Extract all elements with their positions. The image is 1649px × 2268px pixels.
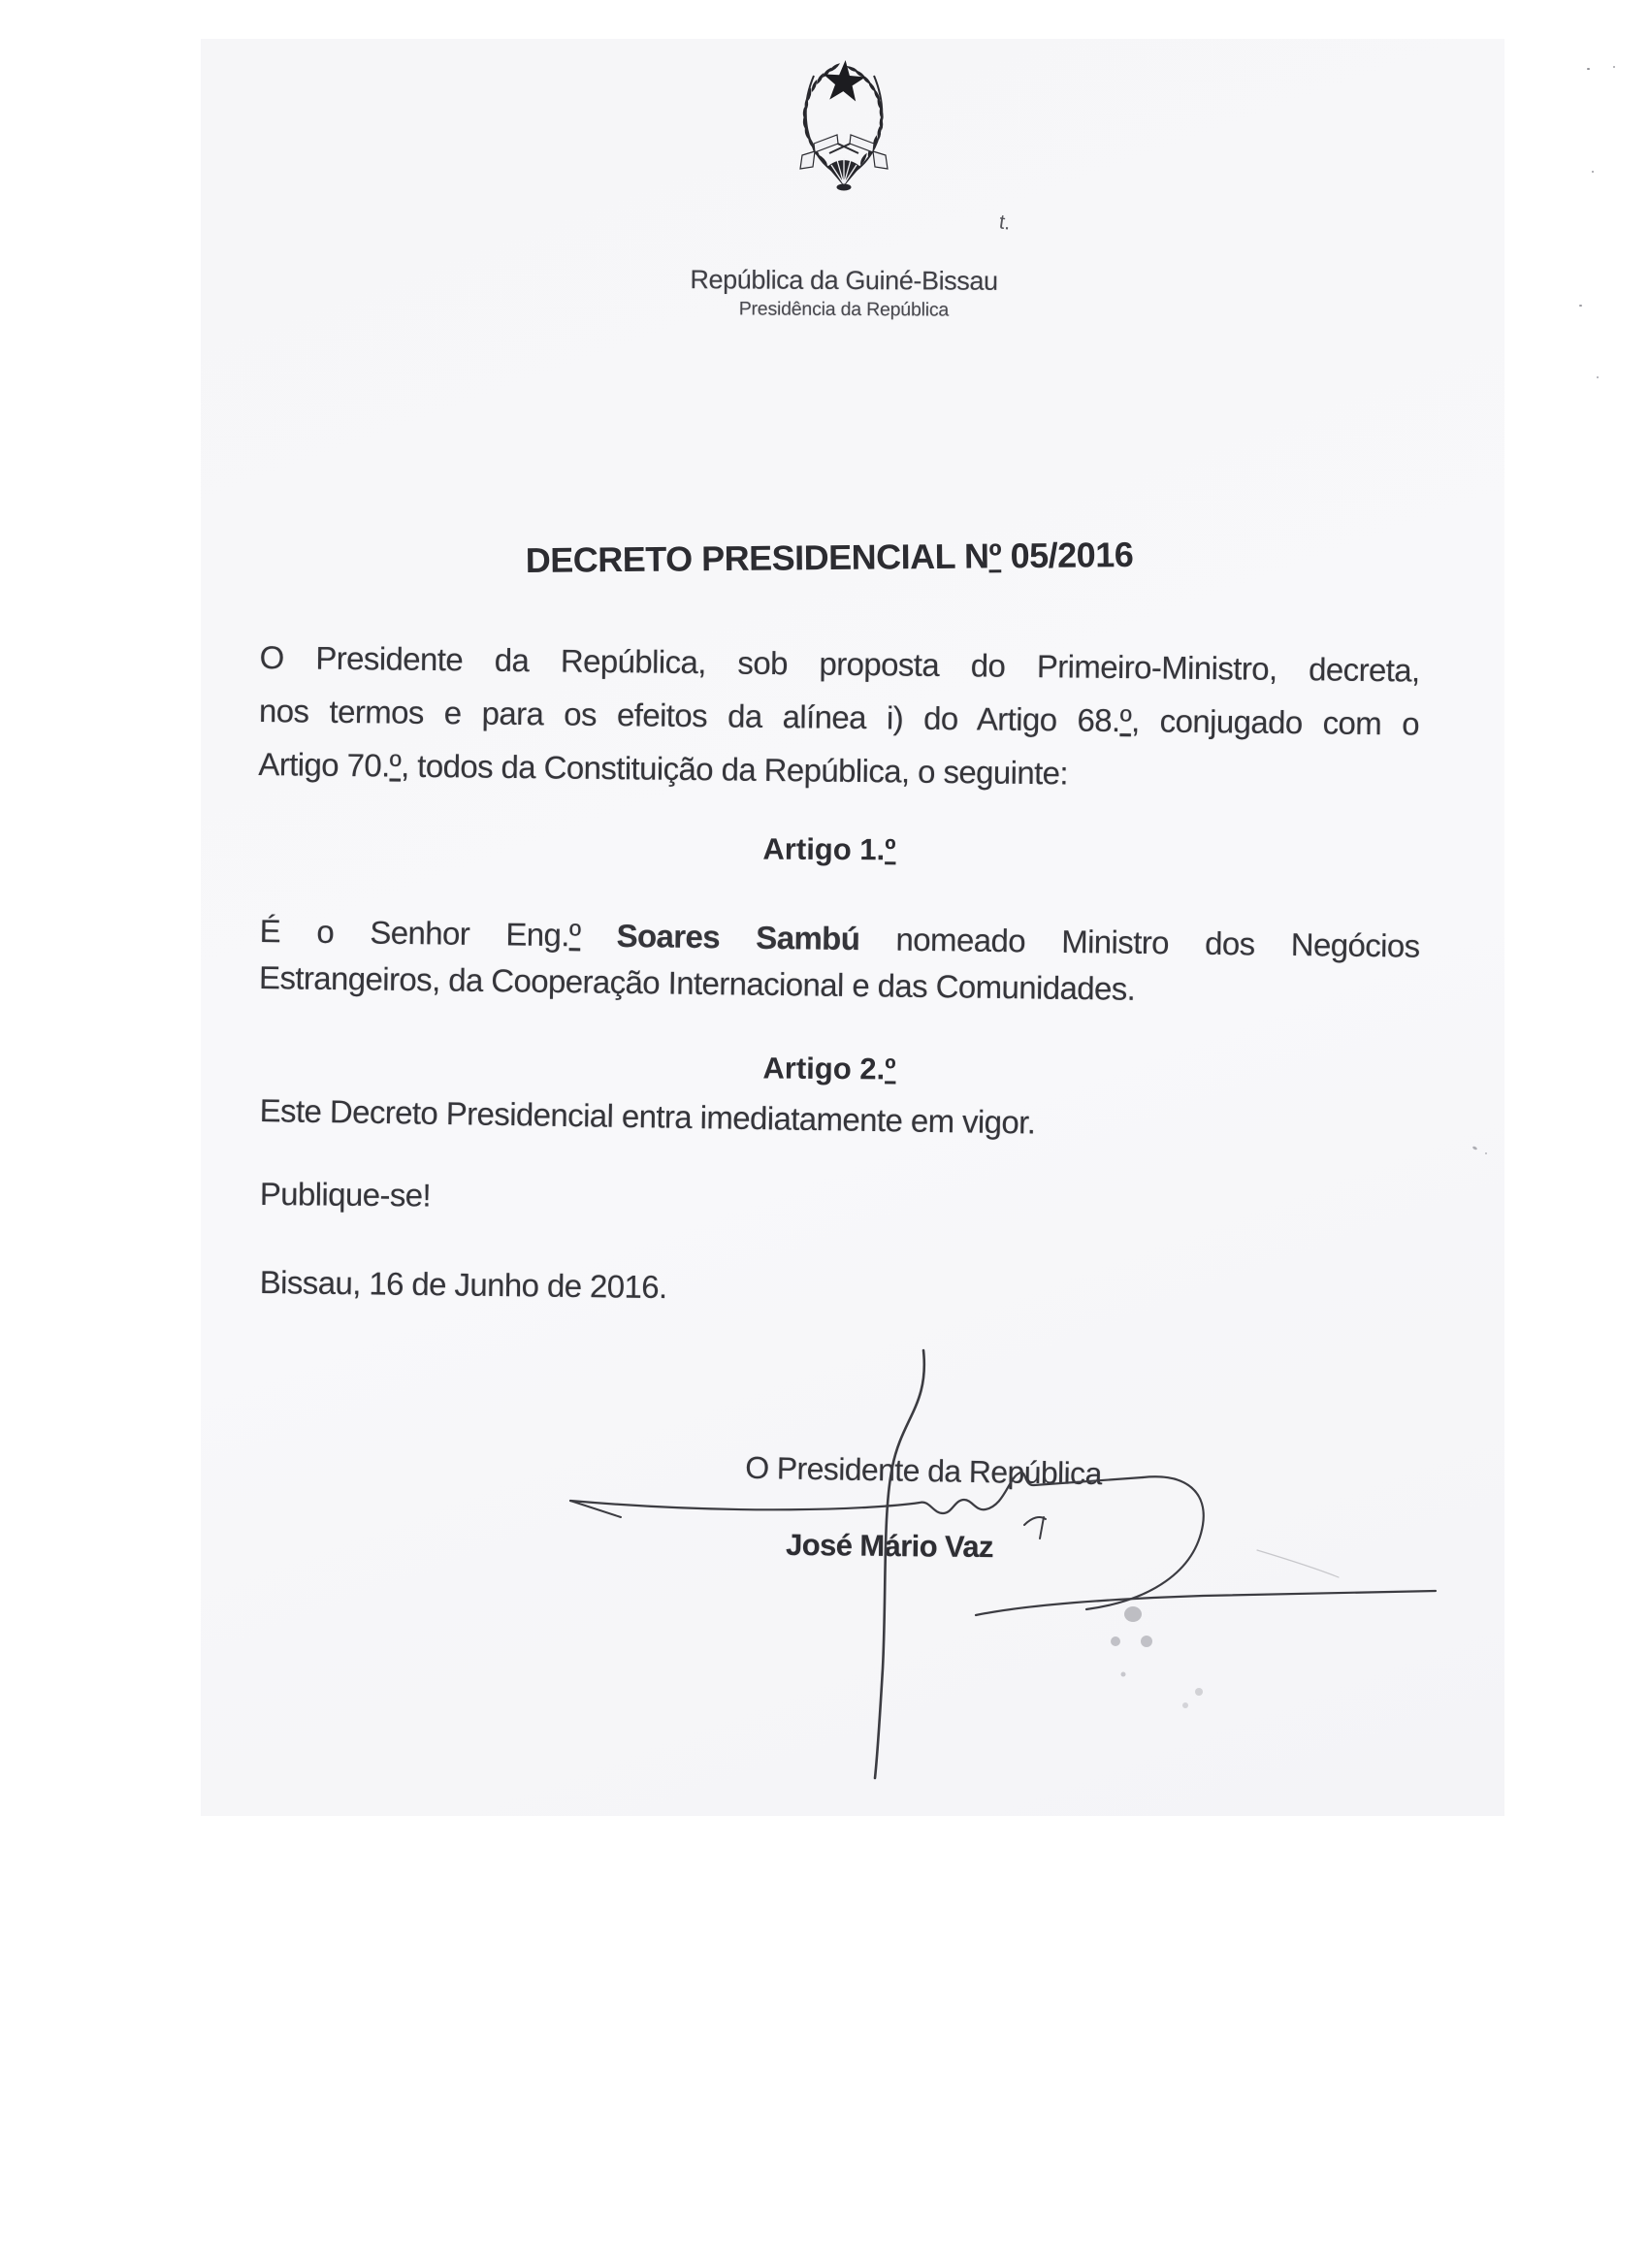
dust-speck xyxy=(1597,376,1599,378)
letterhead xyxy=(553,264,1135,322)
country-name: República da Guiné-Bissau xyxy=(690,265,998,296)
office-name: Presidência da República xyxy=(738,298,950,321)
publish-order: Publique-se! xyxy=(259,1176,432,1214)
coat-of-arms-icon xyxy=(771,56,917,202)
preamble-line-2: nos termos e para os efeitos da alínea i) do Artigo 68.º, conjugado com o xyxy=(258,692,1420,742)
article-1-line-1: É o Senhor Eng.º Soares Sambú nomeado Ministro dos Negócios xyxy=(259,912,1420,964)
scanned-page xyxy=(201,39,1504,1816)
dust-speck xyxy=(1613,66,1615,68)
article-1-body xyxy=(259,908,1420,1017)
dust-speck xyxy=(1485,1152,1487,1154)
preamble-line-1: O Presidente da República, sob proposta do Primeiro-Ministro, decreta, xyxy=(259,638,1420,689)
decree-title: DECRETO PRESIDENCIAL Nº 05/2016 xyxy=(525,534,1134,581)
black-star-icon xyxy=(822,59,867,103)
stray-scan-mark: t. xyxy=(997,211,1013,235)
dust-speck xyxy=(1587,68,1590,70)
article-1-heading: Artigo 1.º xyxy=(762,831,896,867)
preamble xyxy=(258,631,1420,804)
article-2-body: Este Decreto Presidencial entra imediatamente em vigor. xyxy=(259,1092,1036,1141)
article-1-line-2: Estrangeiros, da Cooperação Internacional e das Comunidades. xyxy=(258,958,1136,1007)
signature-ink xyxy=(524,1329,1474,1833)
preamble-line-3: Artigo 70.º, todos da Constituição da República, o seguinte: xyxy=(258,745,1069,792)
article-2-heading: Artigo 2.º xyxy=(762,1051,896,1086)
signatory-title: O Presidente da República xyxy=(744,1449,1103,1492)
dust-speck xyxy=(1579,305,1582,307)
ink-blots xyxy=(1111,1606,1203,1708)
signatory-name: José Mário Vaz xyxy=(785,1527,994,1565)
dust-speck xyxy=(1592,171,1594,173)
dateline: Bissau, 16 de Junho de 2016. xyxy=(259,1264,667,1306)
